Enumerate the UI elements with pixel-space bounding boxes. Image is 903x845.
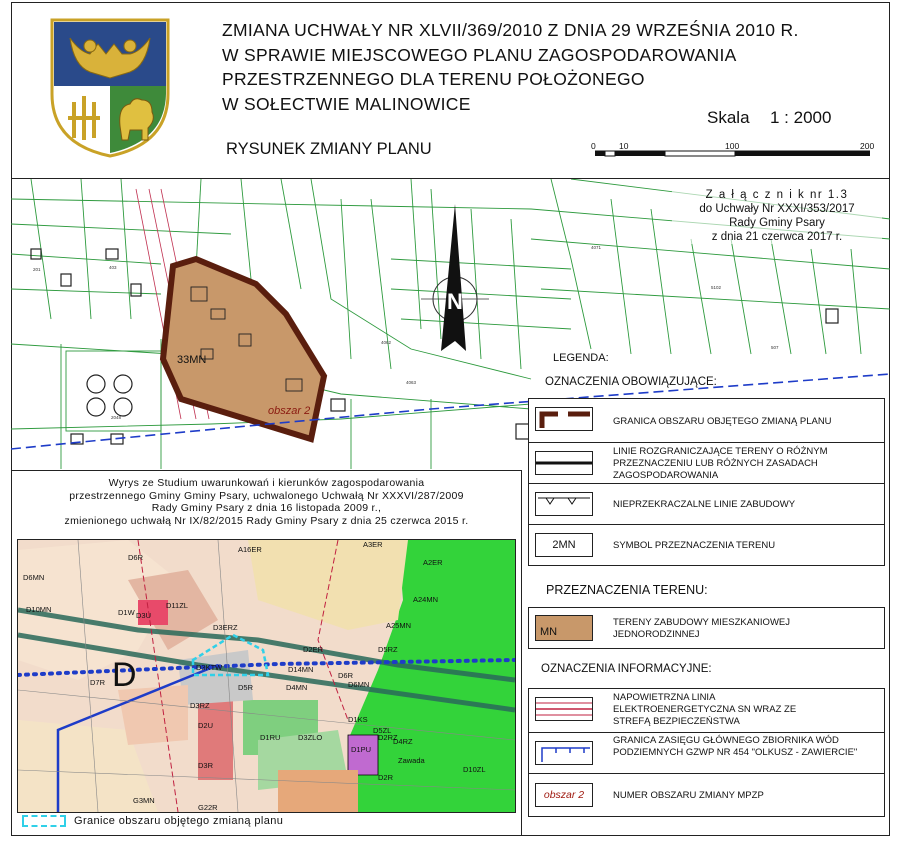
zone-label: D4RZ [393,737,413,746]
legend-row-mn [528,607,885,649]
legend-text-dividing-lines: LINIE ROZGRANICZAJĄCE TERENY O RÓŻNYM PRZEZNACZENIU LUB RÓŻNYCH ZASADACH ZAGOSPODAROWANIA [613,446,828,481]
zone-label: D5R [238,683,254,692]
svg-text:4071: 4071 [591,245,602,250]
attachment-line-4: z dnia 21 czerwca 2017 r. [711,231,843,243]
scalebar-tick-0: 0 [591,141,596,151]
legend-info-header: OZNACZENIA INFORMACYJNE: [541,663,712,675]
legend-row-gzwp [528,732,885,774]
scalebar-tick-10: 10 [619,141,629,151]
gzwp-line-symbol [535,741,593,765]
zone-label: D7R [90,678,106,687]
zone-label: D4MN [286,683,308,692]
zone-label: D1PU [351,745,372,754]
area-number-symbol: obszar 2 [535,783,593,807]
zone-label: D3U [136,611,152,620]
attachment-line-3: Rady Gminy Psary [729,217,825,229]
legend-text-area-number: NUMER OBSZARU ZMIANY MPZP [613,790,764,801]
zone-label: D6MN [348,680,370,689]
plan-boundary-symbol [535,407,593,431]
study-map [17,539,516,813]
study-boundary-symbol [22,815,66,827]
zone-label: D6MN [23,573,45,582]
svg-text:N: N [447,289,463,314]
study-caption-line-1: Wyrys ze Studium uwarunkowań i kierunków zagospodarowania [108,477,425,489]
zone-label: D3ZLO [298,733,323,742]
document-title-line-1: ZMIANA UCHWAŁY NR XLVII/369/2010 Z DNIA 29 WRZEŚNIA 2010 R. [222,20,799,40]
zone-label: A16ER [238,545,262,554]
legend-row-dividing-lines [528,442,885,484]
study-caption-line-3: Rady Gminy Psary z dnia 16 listopada 2009 r., [151,502,382,514]
zone-label: D1W [118,608,135,617]
legend-text-gzwp: GRANICA ZASIĘGU GŁÓWNEGO ZBIORNIKA WÓD PODZIEMNYCH GZWP NR 454 "OLKUSZ - ZAWIERCIE" [613,735,858,758]
legend-text-building-lines: NIEPRZEKRACZALNE LINIE ZABUDOWY [613,499,796,510]
svg-text:5102: 5102 [711,285,722,290]
area-symbol-33mn: 33MN [177,354,207,366]
zone-label: D6R [128,553,144,562]
attachment-line-1: Z a ł ą c z n i k nr 1.3 [705,189,849,201]
zone-label: D1KS [348,715,368,724]
scalebar-tick-200: 200 [860,141,875,151]
zone-label: D2U [198,721,214,730]
legend-row-area-number [528,773,885,817]
legend-text-boundary: GRANICA OBSZARU OBJĘTEGO ZMIANĄ PLANU [613,416,832,427]
zone-label: A25MN [386,621,412,630]
zone-label: D3R [198,761,214,770]
legend-row-building-lines [528,483,885,525]
legend-binding-header: OZNACZENIA OBOWIĄZUJĄCE: [545,376,717,388]
drawing-title: RYSUNEK ZMIANY PLANU [226,140,432,158]
zone-letter-d: D [112,656,137,694]
legend-row-boundary [528,398,885,443]
study-caption-line-2: przestrzennego Gminy Gminy Psary, uchwalonego Uchwałą Nr XXXVI/287/2009 [69,489,464,502]
zone-label: D1RU [260,733,281,742]
svg-text:4063: 4063 [406,380,417,385]
legend-text-mn: TERENY ZABUDOWY MIESZKANIOWEJ JEDNORODZINNEJ [613,617,791,640]
zone-label: D10ZL [463,765,486,774]
scale-label: Skala [707,108,750,127]
legend-title: LEGENDA: [553,352,609,364]
zone-label: A3ER [363,540,383,549]
legend-row-power-line [528,688,885,733]
attachment-line-2: do Uchwały Nr XXXI/353/2017 [699,203,855,215]
zone-label: D2ER [303,645,324,654]
scale-value: 1 : 2000 [770,108,832,127]
zone-label: D11ZL [166,601,188,610]
zone-label: D5ZL [373,726,392,735]
svg-text:403: 403 [109,265,117,270]
dividing-line-symbol [535,451,593,475]
zone-label: G22R [198,803,218,812]
svg-text:2048: 2048 [111,415,122,420]
study-caption [14,477,519,527]
attachment-note [672,188,882,244]
legend-text-power-line: NAPOWIETRZNA LINIA ELEKTROENERGETYCZNA SN WRAZ ZE STREFĄ BEZPIECZEŃSTWA [613,692,797,727]
zone-label: D5RZ [378,645,398,654]
building-line-symbol [535,492,593,516]
study-boundary-note: Granice obszaru objętego zmianą planu [74,815,284,827]
zone-label: A24MN [413,595,439,604]
zone-label: D10MN [26,605,52,614]
zone-label: G3MN [133,796,155,805]
area-label-obszar-2: obszar 2 [268,405,311,417]
legend-purpose-header: PRZEZNACZENIA TERENU: [546,583,708,597]
document-title-line-2: W SPRAWIE MIEJSCOWEGO PLANU ZAGOSPODAROWANIA [222,45,737,65]
mn-color-swatch: MN [535,615,593,641]
scalebar-tick-100: 100 [725,141,740,151]
svg-text:201: 201 [33,267,41,272]
legend-text-symbol: SYMBOL PRZEZNACZENIA TERENU [613,540,776,551]
zone-label: D6R [338,671,354,680]
zone-label: D14MN [288,665,314,674]
document-title-line-3: PRZESTRZENNEGO DLA TERENU POŁOŻONEGO [222,69,645,89]
svg-text:4062: 4062 [381,340,392,345]
svg-text:507: 507 [771,345,779,350]
zone-label: D3RZ [190,701,210,710]
zone-label: D3ERZ [213,623,238,632]
purpose-symbol-sample: 2MN [535,533,593,557]
zone-label: Zawada [398,756,425,765]
legend-row-symbol [528,524,885,566]
study-caption-line-4: zmienionego uchwałą Nr IX/82/2015 Rady Gminy Psary z dnia 25 czerwca 2015 r. [64,514,469,527]
zone-label: A2ER [423,558,443,567]
zone-label: D2RZ [378,733,398,742]
zone-label: D2R [378,773,394,782]
document-title-line-4: W SOŁECTWIE MALINOWICE [222,94,471,114]
zone-label: D3KTW [196,663,223,672]
coat-of-arms-emblem [48,16,172,160]
power-line-symbol [535,697,593,721]
